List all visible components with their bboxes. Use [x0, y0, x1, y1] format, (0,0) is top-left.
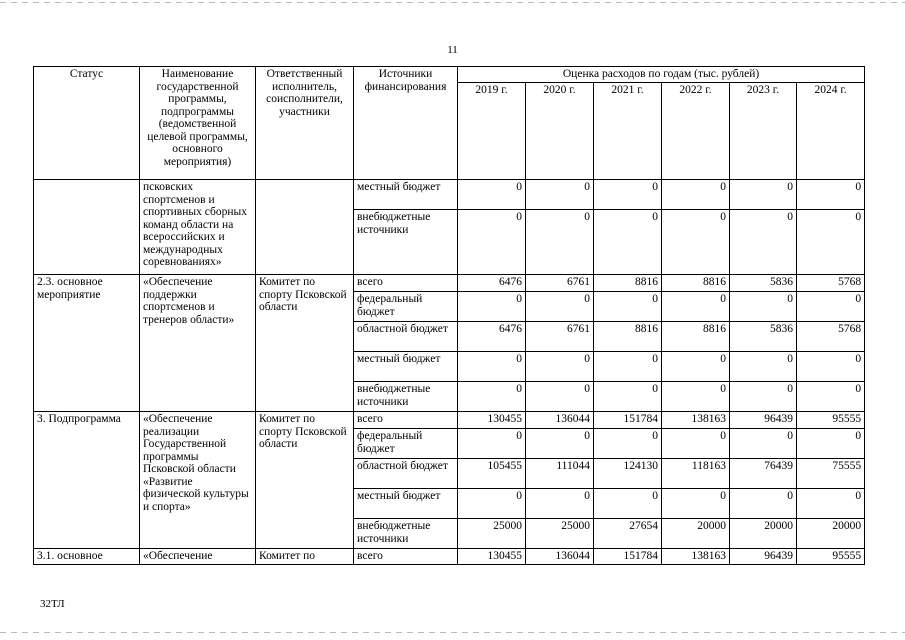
table-row: [34, 180, 865, 210]
header-estimate: Оценка расходов по годам (тыс. рублей): [458, 67, 865, 83]
cell-value: 6476: [458, 322, 526, 352]
cell-value: 0: [662, 210, 730, 275]
header-year: 2022 г.: [662, 83, 730, 180]
cell-value: 8816: [662, 275, 730, 292]
cell-value: 0: [458, 292, 526, 322]
cell-value: 76439: [730, 459, 797, 489]
cell-value: 0: [730, 382, 797, 412]
scan-artifact-top: [0, 2, 905, 3]
cell-value: 0: [662, 352, 730, 382]
cell-value: 0: [458, 382, 526, 412]
cell-value: 0: [797, 292, 865, 322]
cell-source: федеральный бюджет: [354, 429, 458, 459]
cell-value: 0: [458, 489, 526, 519]
cell-source: местный бюджет: [354, 180, 458, 210]
cell-source: федеральный бюджет: [354, 292, 458, 322]
cell-name: псковских спортсменов и спортивных сборных команд области на всероссийских и международных соревнованиях»: [140, 180, 256, 275]
cell-value: 0: [662, 489, 730, 519]
cell-value: 95555: [797, 549, 865, 565]
cell-value: 0: [797, 382, 865, 412]
cell-source: местный бюджет: [354, 489, 458, 519]
cell-value: 136044: [526, 549, 594, 565]
header-status: Статус: [34, 67, 140, 180]
scan-artifact-bottom: [0, 632, 905, 633]
cell-value: 0: [594, 292, 662, 322]
cell-name: «Обеспечение: [140, 549, 256, 565]
cell-value: 6761: [526, 322, 594, 352]
table-row: [34, 275, 865, 292]
cell-value: 8816: [662, 322, 730, 352]
cell-value: 0: [458, 180, 526, 210]
cell-value: 0: [594, 382, 662, 412]
cell-value: 0: [526, 382, 594, 412]
cell-value: 25000: [458, 519, 526, 549]
cell-value: 0: [730, 292, 797, 322]
cell-value: 75555: [797, 459, 865, 489]
table-row: [34, 549, 865, 565]
cell-value: 0: [797, 180, 865, 210]
cell-value: 151784: [594, 549, 662, 565]
cell-value: 130455: [458, 412, 526, 429]
cell-value: 20000: [730, 519, 797, 549]
cell-value: 6761: [526, 275, 594, 292]
cell-source: областной бюджет: [354, 322, 458, 352]
cell-value: 6476: [458, 275, 526, 292]
cell-value: 0: [797, 489, 865, 519]
cell-status: 2.3. основное мероприятие: [34, 275, 140, 412]
cell-value: 118163: [662, 459, 730, 489]
cell-value: 0: [662, 382, 730, 412]
cell-source: местный бюджет: [354, 352, 458, 382]
header-year: 2023 г.: [730, 83, 797, 180]
cell-source: внебюджетные источники: [354, 382, 458, 412]
cell-value: 0: [730, 180, 797, 210]
cell-name: «Обеспечение поддержки спортсменов и тренеров области»: [140, 275, 256, 412]
cell-responsible: Комитет по: [256, 549, 354, 565]
header-year: 2021 г.: [594, 83, 662, 180]
cell-source: внебюджетные источники: [354, 210, 458, 275]
cell-source: всего: [354, 275, 458, 292]
cell-value: 0: [662, 429, 730, 459]
cell-value: 124130: [594, 459, 662, 489]
page-number: 11: [447, 44, 458, 56]
cell-value: 138163: [662, 412, 730, 429]
footer-code: 32ТЛ: [40, 598, 65, 610]
expenditure-table: [33, 66, 865, 565]
cell-value: 0: [594, 210, 662, 275]
cell-value: 96439: [730, 549, 797, 565]
cell-value: 0: [730, 210, 797, 275]
cell-value: 0: [526, 180, 594, 210]
cell-value: 0: [594, 180, 662, 210]
cell-value: 0: [526, 489, 594, 519]
cell-value: 95555: [797, 412, 865, 429]
cell-value: 0: [458, 352, 526, 382]
cell-value: 8816: [594, 275, 662, 292]
cell-value: 0: [797, 429, 865, 459]
cell-value: 96439: [730, 412, 797, 429]
header-year: 2024 г.: [797, 83, 865, 180]
header-year: 2019 г.: [458, 83, 526, 180]
cell-value: 0: [662, 292, 730, 322]
cell-value: 0: [594, 352, 662, 382]
cell-value: 20000: [797, 519, 865, 549]
cell-value: 0: [594, 429, 662, 459]
cell-value: 0: [730, 489, 797, 519]
cell-source: областной бюджет: [354, 459, 458, 489]
cell-value: 136044: [526, 412, 594, 429]
cell-value: 138163: [662, 549, 730, 565]
cell-value: 0: [797, 210, 865, 275]
cell-value: 0: [526, 210, 594, 275]
cell-value: 151784: [594, 412, 662, 429]
cell-value: 25000: [526, 519, 594, 549]
cell-value: 0: [730, 352, 797, 382]
cell-value: 27654: [594, 519, 662, 549]
cell-name: «Обеспечение реализации Государственной программы Псковской области «Развитие физической культуры и спорта»: [140, 412, 256, 549]
cell-value: 0: [730, 429, 797, 459]
cell-responsible: [256, 180, 354, 275]
header-sources: Источники финансирования: [354, 67, 458, 180]
cell-value: 20000: [662, 519, 730, 549]
cell-source: всего: [354, 412, 458, 429]
cell-value: 5836: [730, 275, 797, 292]
cell-value: 0: [526, 352, 594, 382]
cell-source: всего: [354, 549, 458, 565]
cell-status: [34, 180, 140, 275]
header-year: 2020 г.: [526, 83, 594, 180]
cell-value: 130455: [458, 549, 526, 565]
cell-value: 5836: [730, 322, 797, 352]
cell-responsible: Комитет по спорту Псковской области: [256, 275, 354, 412]
cell-value: 0: [458, 429, 526, 459]
cell-value: 0: [526, 292, 594, 322]
header-responsible: Ответственный исполнитель, соисполнители, участники: [256, 67, 354, 180]
cell-value: 111044: [526, 459, 594, 489]
cell-value: 5768: [797, 275, 865, 292]
cell-value: 0: [594, 489, 662, 519]
cell-value: 105455: [458, 459, 526, 489]
header-name: Наименование государственной программы, подпрограммы (ведомственной целевой программы, основного мероприятия): [140, 67, 256, 180]
cell-value: 0: [662, 180, 730, 210]
cell-value: 5768: [797, 322, 865, 352]
cell-value: 8816: [594, 322, 662, 352]
table-row: [34, 412, 865, 429]
cell-source: внебюджетные источники: [354, 519, 458, 549]
cell-value: 0: [458, 210, 526, 275]
cell-value: 0: [797, 352, 865, 382]
cell-responsible: Комитет по спорту Псковской области: [256, 412, 354, 549]
cell-status: 3.1. основное: [34, 549, 140, 565]
cell-value: 0: [526, 429, 594, 459]
cell-status: 3. Подпрограмма: [34, 412, 140, 549]
